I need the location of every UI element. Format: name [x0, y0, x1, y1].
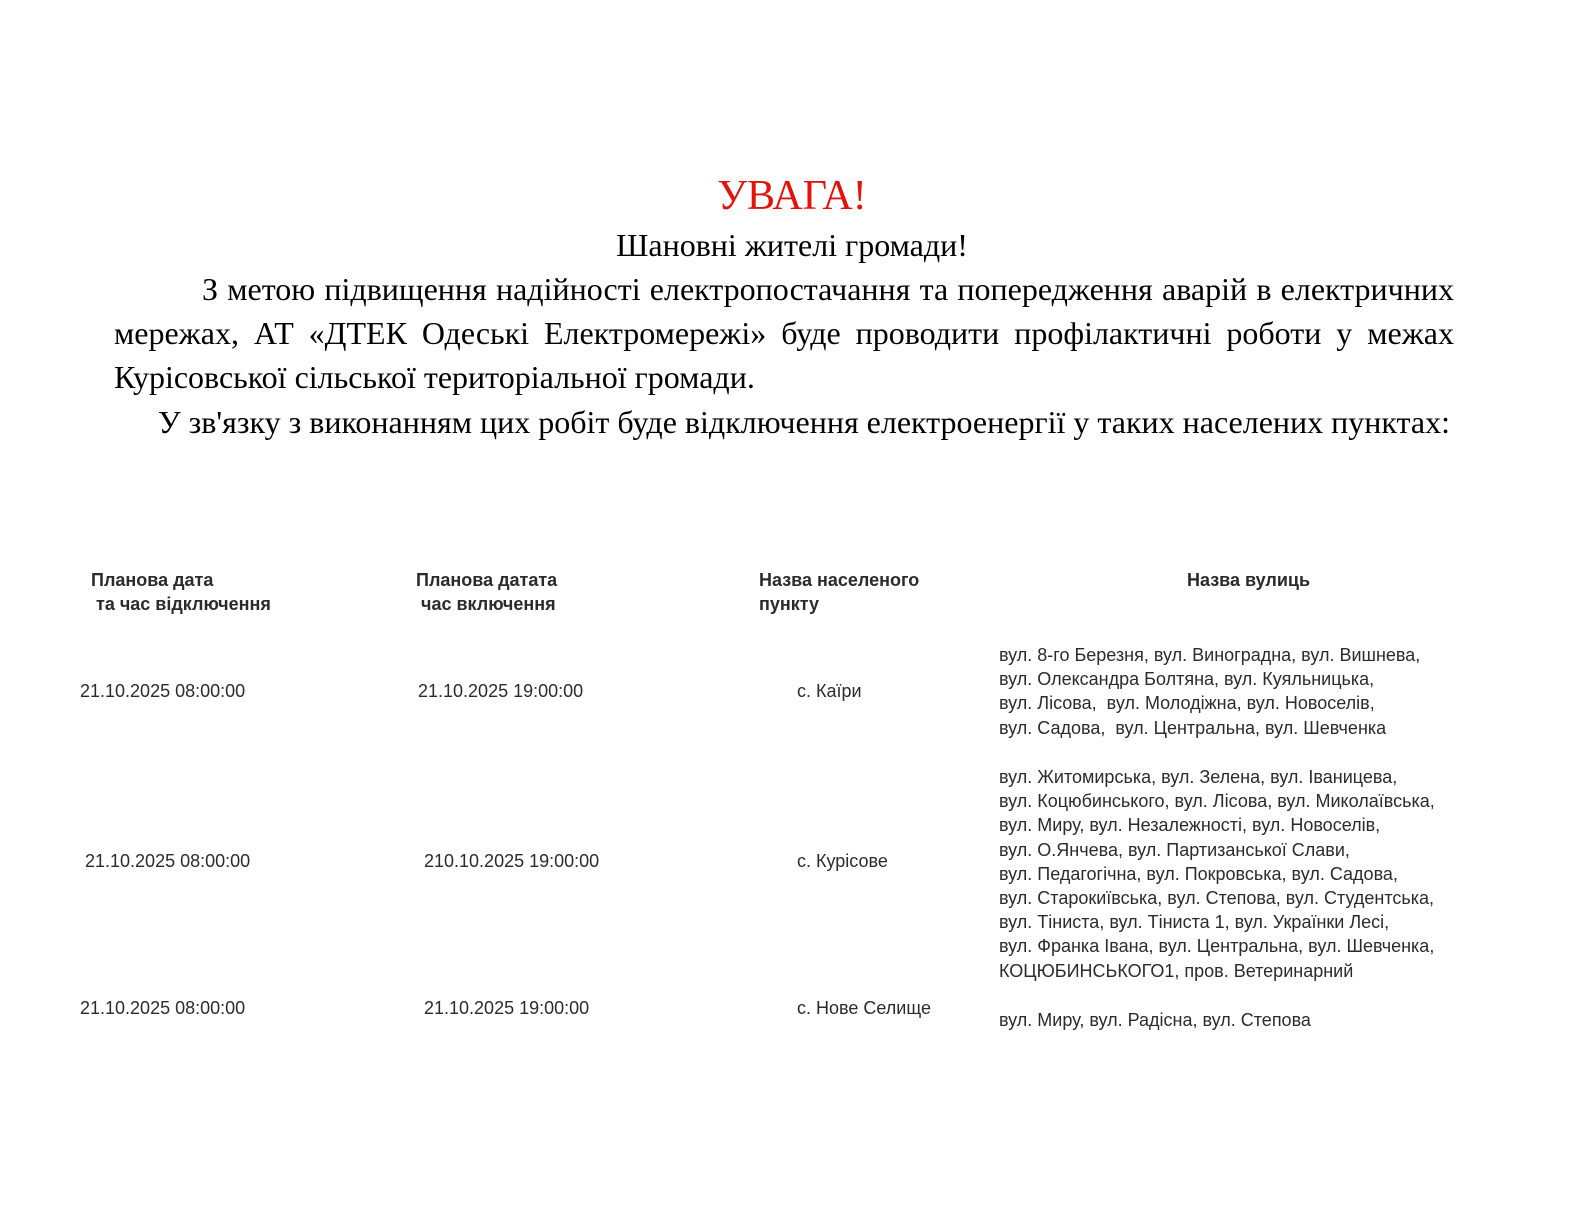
- row-on-time: 210.10.2025 19:00:00: [424, 851, 600, 871]
- notice-paragraph-1: З метою підвищення надійності електропостачання та попередження аварій в електричних мережах, АТ «ДТЕК Одеські Електромережі» буде проводити профілактичні роботи у межах Курісовської сільської територіальної громади.: [114, 271, 1454, 395]
- row-off-time: 21.10.2025 08:00:00: [80, 998, 246, 1018]
- header-settlement: Назва населеного пункту: [759, 570, 920, 614]
- notice-greeting: Шановні жителі громади!: [616, 227, 968, 263]
- row-settlement: с. Каїри: [797, 681, 862, 701]
- header-off-time: Планова дата та час відключення: [91, 570, 271, 614]
- row-settlement: с. Курісове: [797, 851, 888, 871]
- notice-paragraph-2: У зв'язку з виконанням цих робіт буде відключення електроенергії у таких населених пунктах:: [158, 404, 1450, 440]
- notice-title: УВАГА!: [717, 173, 867, 219]
- row-streets: вул. Житомирська, вул. Зелена, вул. Іваницева, вул. Коцюбинського, вул. Лісова, вул. Миколаївська, вул. Миру, вул. Незалежності, вул. Новоселів, вул. О.Янчева, вул. Партизанської Слави, вул. Педагогічна, вул. Покровська, вул. Садова, вул. Старокиївська, вул. Степова, вул. Студентська, вул. Тіниста, вул. Тіниста 1, вул. Українки Лесі, вул. Франка Івана, вул. Центральна, вул. Шевченка, КОЦЮБИНСЬКОГО1, пров. Ветеринарний: [999, 767, 1435, 981]
- row-off-time: 21.10.2025 08:00:00: [85, 851, 251, 871]
- row-on-time: 21.10.2025 19:00:00: [424, 998, 590, 1018]
- row-off-time: 21.10.2025 08:00:00: [80, 681, 246, 701]
- row-streets: вул. 8-го Березня, вул. Виноградна, вул. Вишнева, вул. Олександра Болтяна, вул. Куяльницька, вул. Лісова, вул. Молодіжна, вул. Новоселів, вул. Садова, вул. Центральна, вул. Шевченка: [999, 645, 1421, 738]
- header-on-time: Планова датата час включення: [416, 570, 558, 614]
- row-on-time: 21.10.2025 19:00:00: [418, 681, 584, 701]
- header-streets: Назва вулиць: [1187, 570, 1311, 590]
- row-streets: вул. Миру, вул. Радісна, вул. Степова: [999, 1010, 1311, 1030]
- row-settlement: с. Нове Селище: [797, 998, 931, 1018]
